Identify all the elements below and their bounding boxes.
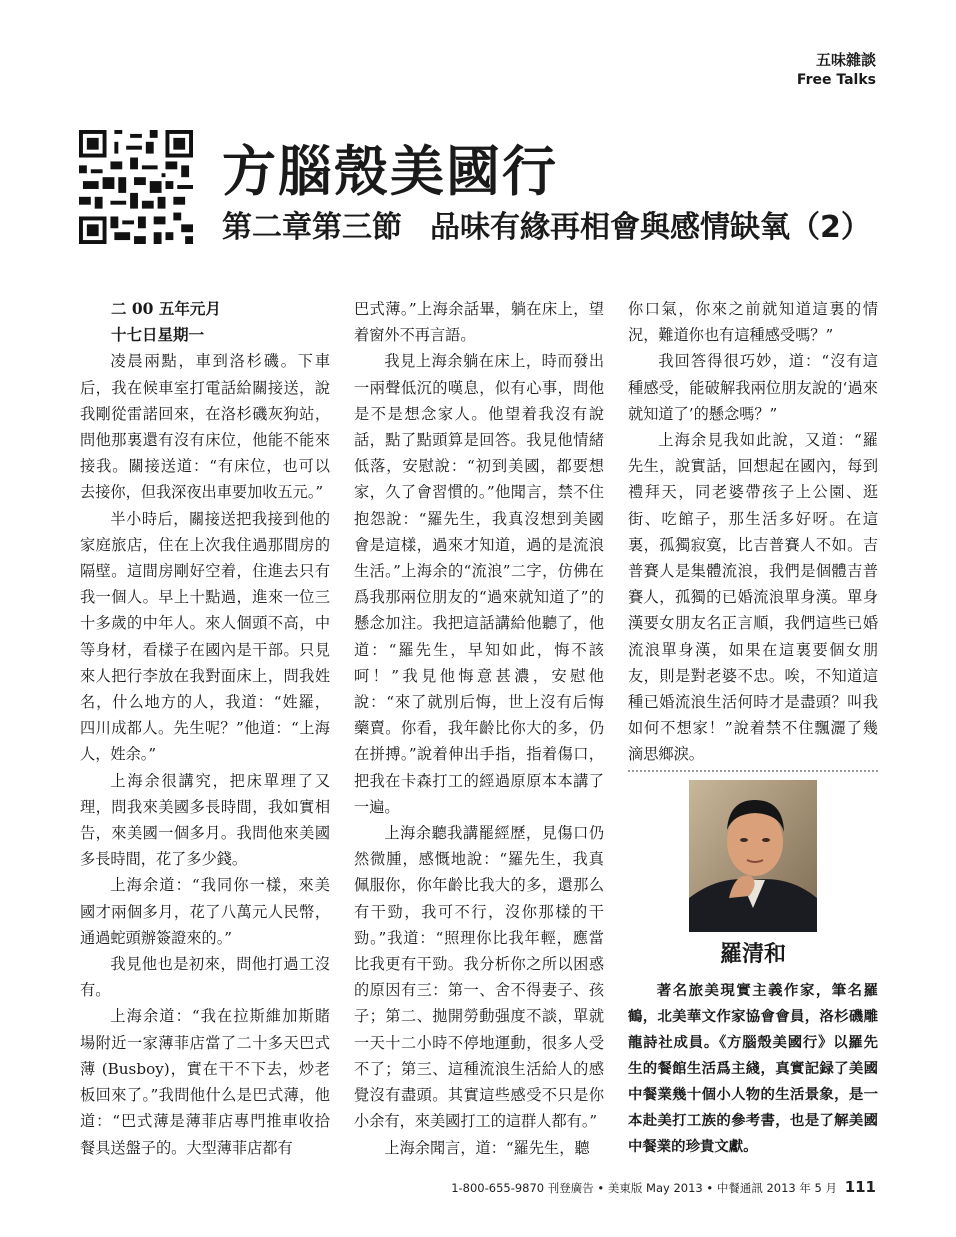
paragraph: 上海余見我如此說，又道：“羅先生，說實話，回想起在國內，每到禮拜天，同老婆帶孩子上公園、逛街、吃館子，那生活多好呀。在這裏，孤獨寂寞，比吉普賽人不如。吉普賽人是集體流浪，我們是個體吉普賽人，孤獨的已婚流浪單身漢。單身漢要女朋友名正言順，我們這些已婚流浪單身漢，如果在這裏要個女朋友，則是對老婆不忠。唉，不知道這種已婚流浪生活何時才是盡頭？叫我如何不想家！”說着禁不住飄灑了幾滴思鄉淚。 (628, 431, 878, 764)
paragraph: 半小時后，關接送把我接到他的家庭旅店，住在上次我住過那間房的隔壁。這間房剛好空着，住進去只有我一個人。早上十點過，進來一位三十多歲的中年人。來人個頭不高，中等身材，看樣子在國內是干部。只見來人把行李放在我對面床上，問我姓名，什么地方的人，我道：“姓羅，四川成都人。先生呢？”他道：“上海人，姓余。” (80, 509, 330, 764)
paragraph: 上海余聽我講罷經歷，見傷口仍然微腫，感慨地說：“羅先生，我真佩服你，你年齡比我大的多，還那么有干勁，我可不行，沒你那樣的干勁。”我道：“照理你比我年輕，應當比我更有干勁。我分析你之所以困惑的原因有三：第一、舍不得妻子、孩子；第二、拋開勞動强度不談，單就一天十二小時不停地運動，很多人受不了；第三、這種流浪生活給人的感覺沒有盡頭。其實這些感受不只是你小余有，來美國打工的這群人都有。” (354, 824, 604, 1131)
article-title: 方腦殼美國行 (222, 139, 558, 203)
subtitle-chapter: 第二章第三節 (222, 210, 402, 245)
subtitle-text: 品味有緣再相會與感情缺氧（2） (430, 210, 871, 245)
author-name: 羅清和 (719, 942, 786, 967)
section-name-en: Free Talks (796, 72, 876, 88)
article-subtitle (222, 208, 871, 248)
paragraph: 我回答得很巧妙，道：“沒有這種感受，能破解我兩位朋友說的‘過來就知道了’的懸念嗎？” (628, 352, 878, 423)
page-number: 111 (844, 1178, 876, 1196)
paragraph: 上海余很講究，把床單理了又理，問我來美國多長時間，我如實相告，來美國一個多月。我問他來美國多長時間，花了多少錢。 (80, 771, 330, 869)
footer-text: 1-800-655-9870 刊登廣告 • 美東版 May 2013 • 中餐通訊 2013 年 5 月 (451, 1181, 838, 1195)
author-divider (628, 770, 878, 772)
article-column-3 (628, 296, 878, 768)
article-date-line2: 十七日星期一 (111, 325, 205, 345)
author-photo (689, 780, 817, 932)
paragraph-continued: 你口氣，你來之前就知道這裏的情況，難道你也有這種感受嗎？” (628, 300, 878, 345)
paragraph: 上海余聞言，道：“羅先生，聽 (384, 1138, 590, 1157)
article-column-2 (354, 296, 604, 1161)
paragraph: 凌晨兩點，車到洛杉磯。下車后，我在候車室打電話給關接送，說我剛從雷諾回來，在洛杉磯灰狗站，問他那裏還有沒有床位，他能不能來接我。關接送道：“有床位，也可以去接你，但我深夜出車要加收五元。” (80, 352, 330, 502)
article-date-line1: 二 00 五年元月 (111, 299, 221, 318)
author-bio: 著名旅美現實主義作家，筆名羅鶴，北美華文作家協會會員，洛杉磯雕龍詩社成員。《方腦殼美國行》以羅先生的餐館生活爲主綫，真實記録了美國中餐業幾十個小人物的生活景象，是一本赴美打工族的參考書，也是了解美國中餐業的珍貴文獻。 (628, 983, 878, 1155)
section-tag (797, 50, 876, 90)
paragraph-continued: 巴式薄。”上海余話畢，躺在床上，望着窗外不再言語。 (354, 300, 604, 345)
page-footer (451, 1178, 876, 1196)
article-column-1 (80, 296, 330, 1161)
paragraph: 我見上海余躺在床上，時而發出一兩聲低沉的嘆息，似有心事，問他是不是想念家人。他望着我沒有說話，點了點頭算是回答。我見他情緒低落，安慰說：“初到美國，都要想家，久了會習慣的。”他聞言，禁不住抱怨說：“羅先生，我真沒想到美國會是這樣，過來才知道，過的是流浪生活。”上海余的“流浪”二字，仿佛在爲我那兩位朋友的“過來就知道了”的懸念加注。我把這話講給他聽了，他道：“羅先生，早知如此，悔不該呵！”我見他悔意甚濃，安慰他說：“來了就別后悔，世上沒有后悔藥賣。你看，我年齡比你大的多，仍在拼搏。”說着伸出手指，指着傷口，把我在卡森打工的經過原原本本講了一遍。 (354, 352, 604, 816)
paragraph: 我見他也是初來，問他打過工沒有。 (80, 955, 330, 1000)
paragraph: 上海余道：“我在拉斯維加斯賭場附近一家薄菲店當了二十多天巴式薄 (Busboy)，實在干不下去，炒老板回來了。”我問他什么是巴式薄，他道：“巴式薄是薄菲店專門推車收拾餐具送盤子的。大型薄菲店都有 (80, 1007, 330, 1157)
section-name-zh: 五味雜談 (815, 51, 876, 69)
paragraph: 上海余道：“我同你一樣，來美國才兩個多月，花了八萬元人民幣，通過蛇頭辦簽證來的。” (80, 876, 330, 947)
qr-code-icon (79, 130, 193, 244)
